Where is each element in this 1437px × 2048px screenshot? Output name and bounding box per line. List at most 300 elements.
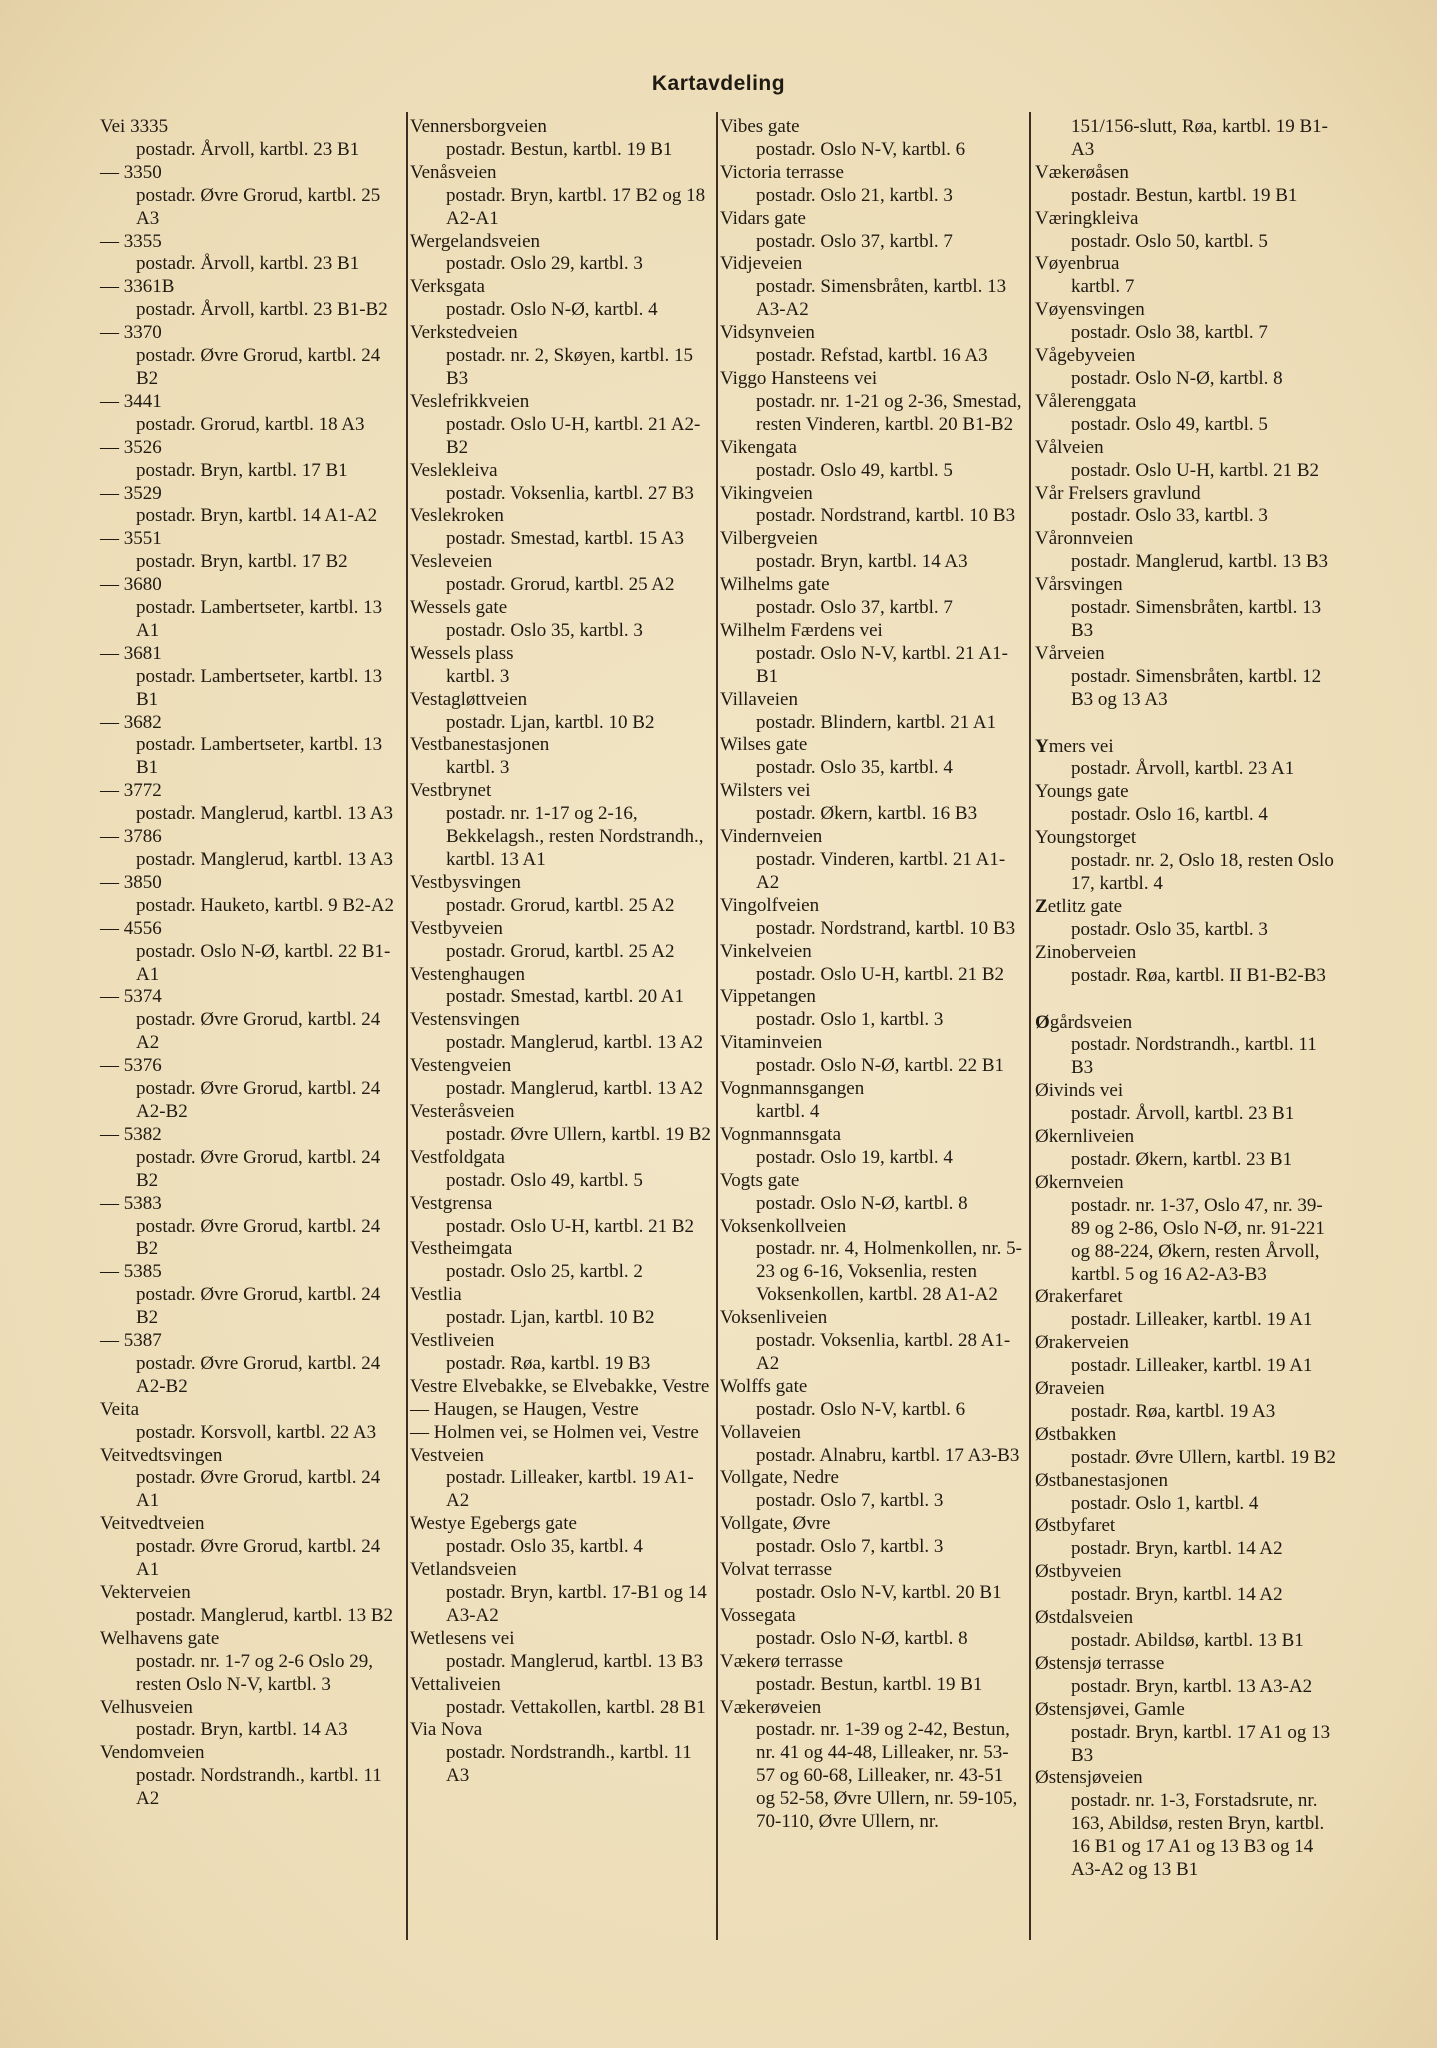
street-detail: postadr. Grorud, kartbl. 25 A2	[446, 940, 675, 962]
street-detail: postadr. Manglerud, kartbl. 13 A2	[446, 1078, 703, 1100]
street-entry	[1035, 1653, 1337, 1699]
street-detail: postadr. Oslo 37, kartbl. 7	[756, 597, 953, 619]
street-name: Vålerenggata	[1035, 390, 1137, 412]
street-name: Vestbysvingen	[410, 871, 521, 893]
street-detail: postadr. Refstad, kartbl. 16 A3	[756, 345, 988, 367]
street-detail: postadr. Manglerud, kartbl. 13 B3	[1071, 551, 1328, 573]
street-name: Vålveien	[1035, 436, 1104, 458]
street-entry	[100, 528, 402, 574]
street-detail: postadr. Oslo 38, kartbl. 7	[1071, 322, 1268, 344]
street-entry	[100, 1697, 402, 1743]
street-entry	[100, 712, 402, 781]
street-detail: postadr. Oslo 29, kartbl. 3	[446, 253, 643, 275]
street-detail: postadr. Grorud, kartbl. 25 A2	[446, 574, 675, 596]
street-entry	[1035, 736, 1337, 782]
street-name: Westye Egebergs gate	[410, 1513, 577, 1535]
street-name: Vestveien	[410, 1444, 484, 1466]
street-name: Ymers vei	[1035, 735, 1114, 757]
street-detail: postadr. Oslo U-H, kartbl. 21 A2-B2	[446, 413, 701, 458]
street-name: Ørakerveien	[1035, 1332, 1129, 1354]
street-entry	[720, 1124, 1025, 1170]
street-detail: postadr. nr. 1-3, Forstadsrute, nr. 163, Abildsø, resten Bryn, kartbl. 16 B1 og 17 A1 og 13 B3 og 14 A3-A2 og 13 B1	[1071, 1790, 1325, 1881]
street-detail: postadr. Blindern, kartbl. 21 A1	[756, 711, 997, 733]
street-entry	[410, 1719, 715, 1788]
street-name: Voksenkollveien	[720, 1215, 847, 1237]
street-name: Vognmannsgata	[720, 1123, 842, 1145]
street-detail: postadr. Lilleaker, kartbl. 19 A1-A2	[446, 1467, 694, 1512]
street-name: Væringkleiva	[1035, 207, 1139, 229]
section-gap	[1035, 712, 1337, 736]
street-entry	[100, 1124, 402, 1193]
street-entry	[100, 231, 402, 277]
street-entry	[720, 734, 1025, 780]
street-name: — 5387	[100, 1330, 402, 1353]
street-detail: postadr. Årvoll, kartbl. 23 B1	[136, 253, 360, 275]
street-entry	[410, 1147, 715, 1193]
street-entry	[100, 1055, 402, 1124]
street-name: — 4556	[100, 918, 402, 941]
street-detail: postadr. Nordstrandh., kartbl. 11 A2	[136, 1765, 382, 1810]
street-detail: postadr. Øvre Grorud, kartbl. 24 B2	[136, 1146, 381, 1191]
street-name: Østbanestasjonen	[1035, 1469, 1168, 1491]
street-name: Veita	[100, 1398, 140, 1420]
street-detail: postadr. Nordstrand, kartbl. 10 B3	[756, 917, 1016, 939]
street-name: Vestensvingen	[410, 1009, 520, 1031]
street-name: Vognmannsgangen	[720, 1078, 865, 1100]
street-name: Veitvedtveien	[100, 1513, 205, 1535]
street-detail: postadr. Øvre Grorud, kartbl. 24 B2	[136, 1284, 381, 1329]
street-entry	[410, 1330, 715, 1376]
street-detail: postadr. nr. 1-7 og 2-6 Oslo 29, resten Oslo N-V, kartbl. 3	[136, 1650, 373, 1695]
street-detail: postadr. Øvre Grorud, kartbl. 24 A2-B2	[136, 1078, 381, 1122]
street-entry	[100, 1330, 402, 1399]
street-name: Vidjeveien	[720, 253, 803, 275]
street-detail: postadr. Bryn, kartbl. 14 A3	[136, 1719, 348, 1741]
street-name: Vestbanestasjonen	[410, 734, 550, 756]
street-detail: postadr. Grorud, kartbl. 18 A3	[136, 413, 365, 435]
street-name: Vågebyveien	[1035, 345, 1136, 367]
street-name: Østensjøveien	[1035, 1767, 1143, 1789]
street-name: Vesteråsveien	[410, 1100, 515, 1122]
street-entry	[410, 460, 715, 506]
column-2	[410, 116, 715, 1788]
street-name: Vingolfveien	[720, 894, 820, 916]
street-detail: postadr. Oslo U-H, kartbl. 21 B2	[756, 963, 1005, 985]
street-detail: postadr. Oslo 1, kartbl. 3	[756, 1009, 944, 1031]
street-detail: postadr. Oslo N-V, kartbl. 21 A1-B1	[756, 642, 1008, 687]
street-detail: postadr. Bestun, kartbl. 19 B1	[756, 1673, 983, 1695]
section-gap	[1035, 988, 1337, 1012]
street-entry	[410, 1559, 715, 1628]
street-name: Vollgate, Øvre	[720, 1513, 831, 1535]
street-name: Økernliveien	[1035, 1126, 1135, 1148]
street-entry	[100, 1399, 402, 1445]
street-detail: kartbl. 4	[756, 1100, 820, 1122]
street-name: — 3361B	[100, 276, 402, 299]
street-detail: postadr. Abildsø, kartbl. 13 B1	[1071, 1630, 1304, 1651]
street-detail: postadr. Bryn, kartbl. 13 A3-A2	[1071, 1675, 1313, 1697]
street-name: Østensjøvei, Gamle	[1035, 1698, 1185, 1720]
street-name: Vøyensvingen	[1035, 299, 1145, 321]
street-detail: postadr. Røa, kartbl. 19 B3	[446, 1352, 651, 1374]
street-name: Wilhelms gate	[720, 574, 830, 596]
street-detail: postadr. nr. 1-37, Oslo 47, nr. 39-89 og 2-86, Oslo N-Ø, nr. 91-221 og 88-224, Økern, resten Årvoll, kartbl. 5 og 16 A2-A3-B3	[1071, 1194, 1325, 1285]
street-name: Vestagløttveien	[410, 688, 528, 710]
street-entry	[720, 574, 1025, 620]
street-name: Vøyenbrua	[1035, 253, 1120, 275]
street-entry	[1035, 208, 1337, 254]
street-name: Vinkelveien	[720, 940, 812, 962]
street-detail: postadr. nr. 4, Holmenkollen, nr. 5-23 og 6-16, Voksenlia, resten Voksenkollen, kartbl. 28 A1-A2	[756, 1238, 1022, 1306]
street-name: — 3526	[100, 437, 402, 460]
street-detail: postadr. Bryn, kartbl. 14 A1-A2	[136, 505, 378, 527]
street-entry	[410, 551, 715, 597]
street-name: Øraveien	[1035, 1378, 1105, 1400]
street-name: Zetlitz gate	[1035, 895, 1123, 917]
street-name: Viggo Hansteens vei	[720, 367, 878, 389]
street-detail: postadr. Oslo 19, kartbl. 4	[756, 1146, 953, 1168]
street-entry	[1035, 1424, 1337, 1470]
street-entry	[720, 1170, 1025, 1216]
street-name: Venåsveien	[410, 161, 497, 183]
street-detail: postadr. Øvre Grorud, kartbl. 24 A1	[136, 1536, 381, 1581]
street-name: — 5382	[100, 1124, 402, 1147]
street-detail: postadr. Ljan, kartbl. 10 B2	[446, 1307, 655, 1329]
street-entry	[1035, 345, 1337, 391]
street-name: Vindernveien	[720, 826, 823, 848]
street-name: Vitaminveien	[720, 1032, 823, 1054]
street-detail: postadr. Lambertseter, kartbl. 13 B1	[136, 665, 383, 710]
street-detail: postadr. Øvre Grorud, kartbl. 24 B2	[136, 1215, 381, 1260]
street-name: Vossegata	[720, 1604, 796, 1626]
street-entry	[1035, 253, 1337, 299]
street-detail: postadr. Bryn, kartbl. 17 B2 og 18 A2-A1	[446, 184, 706, 229]
street-detail: 151/156-slutt, Røa, kartbl. 19 B1-A3	[1071, 116, 1329, 160]
street-entry	[100, 391, 402, 437]
street-name: Vekterveien	[100, 1582, 191, 1603]
street-entry	[720, 826, 1025, 895]
street-entry	[720, 986, 1025, 1032]
street-detail: postadr. Bryn, kartbl. 17 A1 og 13 B3	[1071, 1721, 1331, 1766]
street-detail: postadr. Økern, kartbl. 23 B1	[1071, 1148, 1293, 1170]
street-entry	[410, 391, 715, 460]
street-detail: postadr. Simensbråten, kartbl. 12 B3 og 13 A3	[1071, 665, 1322, 710]
street-detail: postadr. Oslo N-V, kartbl. 6	[756, 1398, 966, 1420]
street-detail: kartbl. 3	[446, 757, 510, 779]
street-detail: postadr. Nordstrandh., kartbl. 11 A3	[446, 1742, 692, 1787]
street-entry	[100, 437, 402, 483]
street-name: Vestre Elvebakke, se Elvebakke, Vestre	[410, 1375, 710, 1397]
street-entry	[1035, 1561, 1337, 1607]
street-entry	[720, 162, 1025, 208]
street-name: Østdalsveien	[1035, 1607, 1134, 1629]
street-detail: postadr. Voksenlia, kartbl. 28 A1-A2	[756, 1330, 1011, 1374]
street-detail: postadr. Manglerud, kartbl. 13 A3	[136, 803, 393, 825]
street-detail: postadr. Oslo 35, kartbl. 4	[446, 1536, 643, 1558]
street-detail: postadr. Manglerud, kartbl. 13 B2	[136, 1604, 393, 1626]
street-name: Vilbergveien	[720, 528, 818, 550]
street-entry	[720, 620, 1025, 689]
street-detail: postadr. Nordstrand, kartbl. 10 B3	[756, 505, 1016, 527]
street-name: — 3350	[100, 162, 402, 185]
street-name: — 5385	[100, 1261, 402, 1284]
street-entry	[410, 1445, 715, 1514]
street-name: Wessels plass	[410, 642, 514, 664]
street-entry	[720, 1216, 1025, 1308]
street-entry	[100, 322, 402, 391]
street-name: Vikengata	[720, 436, 797, 458]
street-entry	[1035, 1080, 1337, 1126]
street-entry	[720, 1078, 1025, 1124]
street-entry	[100, 780, 402, 826]
column-3	[720, 116, 1025, 1834]
street-name: Via Nova	[410, 1719, 483, 1741]
street-name: — 5376	[100, 1055, 402, 1078]
street-detail: postadr. Oslo 7, kartbl. 3	[756, 1490, 944, 1512]
street-entry	[1035, 391, 1337, 437]
street-name: Øgårdsveien	[1035, 1011, 1133, 1033]
street-entry	[410, 1238, 715, 1284]
street-entry	[720, 1559, 1025, 1605]
street-detail: postadr. nr. 2, Oslo 18, resten Oslo 17, kartbl. 4	[1071, 850, 1334, 894]
street-detail: postadr. Ljan, kartbl. 10 B2	[446, 711, 655, 733]
street-name: Vollgate, Nedre	[720, 1467, 839, 1489]
street-detail: postadr. Bestun, kartbl. 19 B1	[1071, 184, 1298, 206]
street-entry	[720, 1307, 1025, 1376]
street-detail: postadr. Oslo 49, kartbl. 5	[1071, 413, 1268, 435]
street-detail: postadr. Oslo 49, kartbl. 5	[446, 1169, 643, 1191]
street-name: Vækerøveien	[720, 1696, 822, 1718]
street-detail: postadr. Øvre Grorud, kartbl. 25 A3	[136, 184, 381, 229]
street-detail: postadr. Oslo N-Ø, kartbl. 8	[756, 1627, 968, 1649]
street-name: — 3682	[100, 712, 402, 735]
street-entry	[720, 253, 1025, 322]
street-detail: postadr. nr. 1-17 og 2-16, Bekkelagsh., resten Nordstrandh., kartbl. 13 A1	[446, 803, 704, 870]
street-entry	[410, 780, 715, 872]
street-entry	[720, 689, 1025, 735]
column-divider	[406, 112, 408, 1940]
street-detail: postadr. Øvre Grorud, kartbl. 24 B2	[136, 345, 381, 389]
page-title: Kartavdeling	[651, 72, 786, 95]
street-entry	[410, 1055, 715, 1101]
street-detail: postadr. Oslo 16, kartbl. 4	[1071, 804, 1268, 826]
street-entry	[410, 1193, 715, 1239]
street-name: Veitvedtsvingen	[100, 1444, 223, 1466]
street-entry	[720, 528, 1025, 574]
street-detail: postadr. Voksenlia, kartbl. 27 B3	[446, 482, 694, 504]
street-name: Vestliveien	[410, 1330, 495, 1352]
street-name: Wilses gate	[720, 734, 808, 756]
street-entry	[410, 231, 715, 277]
street-name: Villaveien	[720, 688, 798, 710]
street-entry	[100, 116, 402, 162]
street-name: Ørakerfaret	[1035, 1286, 1123, 1308]
street-entry	[100, 1582, 402, 1628]
street-detail: postadr. Øvre Grorud, kartbl. 24 A1	[136, 1467, 381, 1512]
street-detail: postadr. Bryn, kartbl. 17 B1	[136, 459, 348, 481]
street-entry	[1035, 483, 1337, 529]
street-entry	[720, 941, 1025, 987]
street-detail: postadr. Manglerud, kartbl. 13 A3	[136, 849, 393, 870]
street-name: Verksgata	[410, 276, 485, 298]
street-name: Vogts gate	[720, 1169, 800, 1191]
street-name: Wilsters vei	[720, 780, 811, 802]
street-name: Vestlia	[410, 1284, 462, 1306]
street-detail: postadr. Bryn, kartbl. 14 A3	[756, 551, 968, 573]
street-detail: postadr. Oslo 35, kartbl. 4	[756, 757, 953, 779]
street-entry	[1035, 643, 1337, 712]
street-name: — 3370	[100, 322, 402, 345]
street-entry	[720, 780, 1025, 826]
street-name: — 3786	[100, 826, 402, 849]
street-entry	[1035, 437, 1337, 483]
street-name: Wessels gate	[410, 597, 508, 619]
street-detail: postadr. Lilleaker, kartbl. 19 A1	[1071, 1309, 1313, 1331]
street-entry	[720, 895, 1025, 941]
street-entry	[410, 162, 715, 231]
street-name: Volvat terrasse	[720, 1559, 833, 1581]
street-entry	[1035, 1286, 1337, 1332]
street-detail: postadr. Oslo 49, kartbl. 5	[756, 459, 953, 481]
street-detail: postadr. nr. 1-39 og 2-42, Bestun, nr. 41 og 44-48, Lilleaker, nr. 53-57 og 60-68, Lilleaker, nr. 43-51 og 52-58, Øvre Ullern, nr. 59-105, 70-110, Øvre Ullern, nr.	[756, 1719, 1018, 1833]
street-entry	[720, 116, 1025, 162]
street-name: Vettaliveien	[410, 1673, 501, 1695]
street-name: Vikingveien	[720, 482, 813, 504]
column-divider	[1029, 112, 1031, 1940]
street-entry	[410, 1399, 715, 1422]
street-name: Vækerøåsen	[1035, 161, 1129, 183]
street-name: Vibes gate	[720, 116, 800, 137]
street-detail: postadr. Hauketo, kartbl. 9 B2-A2	[136, 894, 395, 916]
street-name: Vestgrensa	[410, 1192, 493, 1214]
street-name: — 3551	[100, 528, 402, 551]
street-detail: postadr. Simensbråten, kartbl. 13 A3-A2	[756, 276, 1007, 321]
street-name: Vendomveien	[100, 1742, 205, 1764]
street-name: Welhavens gate	[100, 1627, 220, 1649]
street-detail: postadr. Bryn, kartbl. 14 A2	[1071, 1538, 1283, 1560]
street-entry	[1035, 1607, 1337, 1653]
street-detail: postadr. Oslo N-Ø, kartbl. 8	[756, 1192, 968, 1214]
street-entry	[100, 1742, 402, 1811]
street-entry	[410, 1009, 715, 1055]
street-name: Vestbyveien	[410, 917, 503, 939]
street-entry	[720, 1467, 1025, 1513]
street-name: Veslefrikkveien	[410, 390, 530, 412]
street-detail: postadr. Øvre Ullern, kartbl. 19 B2	[1071, 1446, 1336, 1468]
street-entry	[410, 918, 715, 964]
street-name: Østbyveien	[1035, 1561, 1122, 1583]
street-detail: postadr. Oslo U-H, kartbl. 21 B2	[1071, 459, 1320, 481]
street-detail: postadr. Oslo U-H, kartbl. 21 B2	[446, 1215, 695, 1237]
street-detail: postadr. Bryn, kartbl. 17 B2	[136, 551, 348, 573]
street-entry	[1035, 1515, 1337, 1561]
street-entry	[410, 116, 715, 162]
street-detail: postadr. Oslo 33, kartbl. 3	[1071, 505, 1268, 527]
street-detail: postadr. Årvoll, kartbl. 23 B1-B2	[136, 299, 388, 321]
street-detail: postadr. Manglerud, kartbl. 13 A2	[446, 1032, 703, 1054]
street-detail: postadr. Lambertseter, kartbl. 13 B1	[136, 734, 383, 779]
street-detail: postadr. Bryn, kartbl. 14 A2	[1071, 1584, 1283, 1606]
street-entry	[100, 872, 402, 918]
street-entry	[720, 1697, 1025, 1834]
street-entry	[410, 1101, 715, 1147]
street-entry	[720, 368, 1025, 437]
street-name: Vetlandsveien	[410, 1559, 517, 1581]
street-entry	[1035, 1126, 1337, 1172]
street-entry	[410, 505, 715, 551]
street-name: — 3681	[100, 643, 402, 666]
street-entry	[720, 1376, 1025, 1422]
street-entry	[1035, 827, 1337, 896]
street-detail: postadr. Oslo 50, kartbl. 5	[1071, 230, 1268, 252]
street-entry	[410, 1376, 715, 1399]
street-detail: postadr. Oslo N-V, kartbl. 20 B1	[756, 1582, 1002, 1603]
street-entry	[1035, 162, 1337, 208]
street-entry	[1035, 1699, 1337, 1768]
street-name: — 3355	[100, 231, 402, 254]
street-name: Youngs gate	[1035, 781, 1129, 803]
street-name: Vår Frelsers gravlund	[1035, 482, 1201, 504]
street-detail: postadr. Økern, kartbl. 16 B3	[756, 803, 978, 825]
street-name: Victoria terrasse	[720, 161, 844, 183]
street-entry	[100, 574, 402, 643]
street-entry	[410, 1628, 715, 1674]
street-detail: postadr. Øvre Grorud, kartbl. 24 A2	[136, 1009, 381, 1054]
street-name: Veslekleiva	[410, 459, 498, 481]
street-name: Youngstorget	[1035, 827, 1137, 849]
street-entry	[100, 1445, 402, 1514]
street-detail: postadr. Årvoll, kartbl. 23 B1	[1071, 1103, 1295, 1125]
street-detail: postadr. Oslo 25, kartbl. 2	[446, 1261, 643, 1283]
street-entry	[720, 437, 1025, 483]
street-entry	[720, 208, 1025, 254]
street-name: — Haugen, se Haugen, Vestre	[410, 1399, 715, 1422]
street-name: Østbyfaret	[1035, 1515, 1116, 1537]
street-detail: postadr. nr. 1-21 og 2-36, Smestad, resten Vinderen, kartbl. 20 B1-B2	[756, 390, 1022, 435]
street-name: Vestengveien	[410, 1055, 512, 1077]
street-entry	[100, 986, 402, 1055]
street-entry	[410, 1513, 715, 1559]
street-name: Vækerø terrasse	[720, 1650, 843, 1672]
street-name: Østensjø terrasse	[1035, 1652, 1165, 1674]
street-detail: postadr. Oslo 7, kartbl. 3	[756, 1536, 944, 1558]
street-entry	[1035, 299, 1337, 345]
street-detail: kartbl. 3	[446, 665, 510, 687]
street-name: — 3441	[100, 391, 402, 414]
street-entry	[1035, 1332, 1337, 1378]
street-entry	[410, 597, 715, 643]
street-detail: postadr. Røa, kartbl. II B1-B2-B3	[1071, 964, 1326, 986]
street-entry	[1035, 1470, 1337, 1516]
street-name: Vårveien	[1035, 642, 1105, 664]
street-detail: postadr. Oslo N-Ø, kartbl. 4	[446, 299, 658, 321]
street-detail: postadr. Oslo N-Ø, kartbl. 22 B1	[756, 1055, 1005, 1077]
street-entry	[1035, 1378, 1337, 1424]
street-detail: postadr. Oslo N-V, kartbl. 6	[756, 138, 966, 160]
street-name: Wolffs gate	[720, 1375, 808, 1397]
street-detail: postadr. Årvoll, kartbl. 23 B1	[136, 138, 360, 160]
street-detail: postadr. Smestad, kartbl. 20 A1	[446, 986, 685, 1008]
street-entry	[1035, 574, 1337, 643]
street-detail: postadr. Grorud, kartbl. 25 A2	[446, 894, 675, 916]
column-divider	[716, 112, 718, 1940]
street-entry	[720, 322, 1025, 368]
street-detail: postadr. Alnabru, kartbl. 17 A3-B3	[756, 1444, 1020, 1466]
street-detail: postadr. Oslo N-Ø, kartbl. 22 B1-A1	[136, 940, 391, 985]
street-entry	[100, 1261, 402, 1330]
street-detail: postadr. Oslo 35, kartbl. 3	[1071, 918, 1268, 940]
street-entry	[410, 643, 715, 689]
